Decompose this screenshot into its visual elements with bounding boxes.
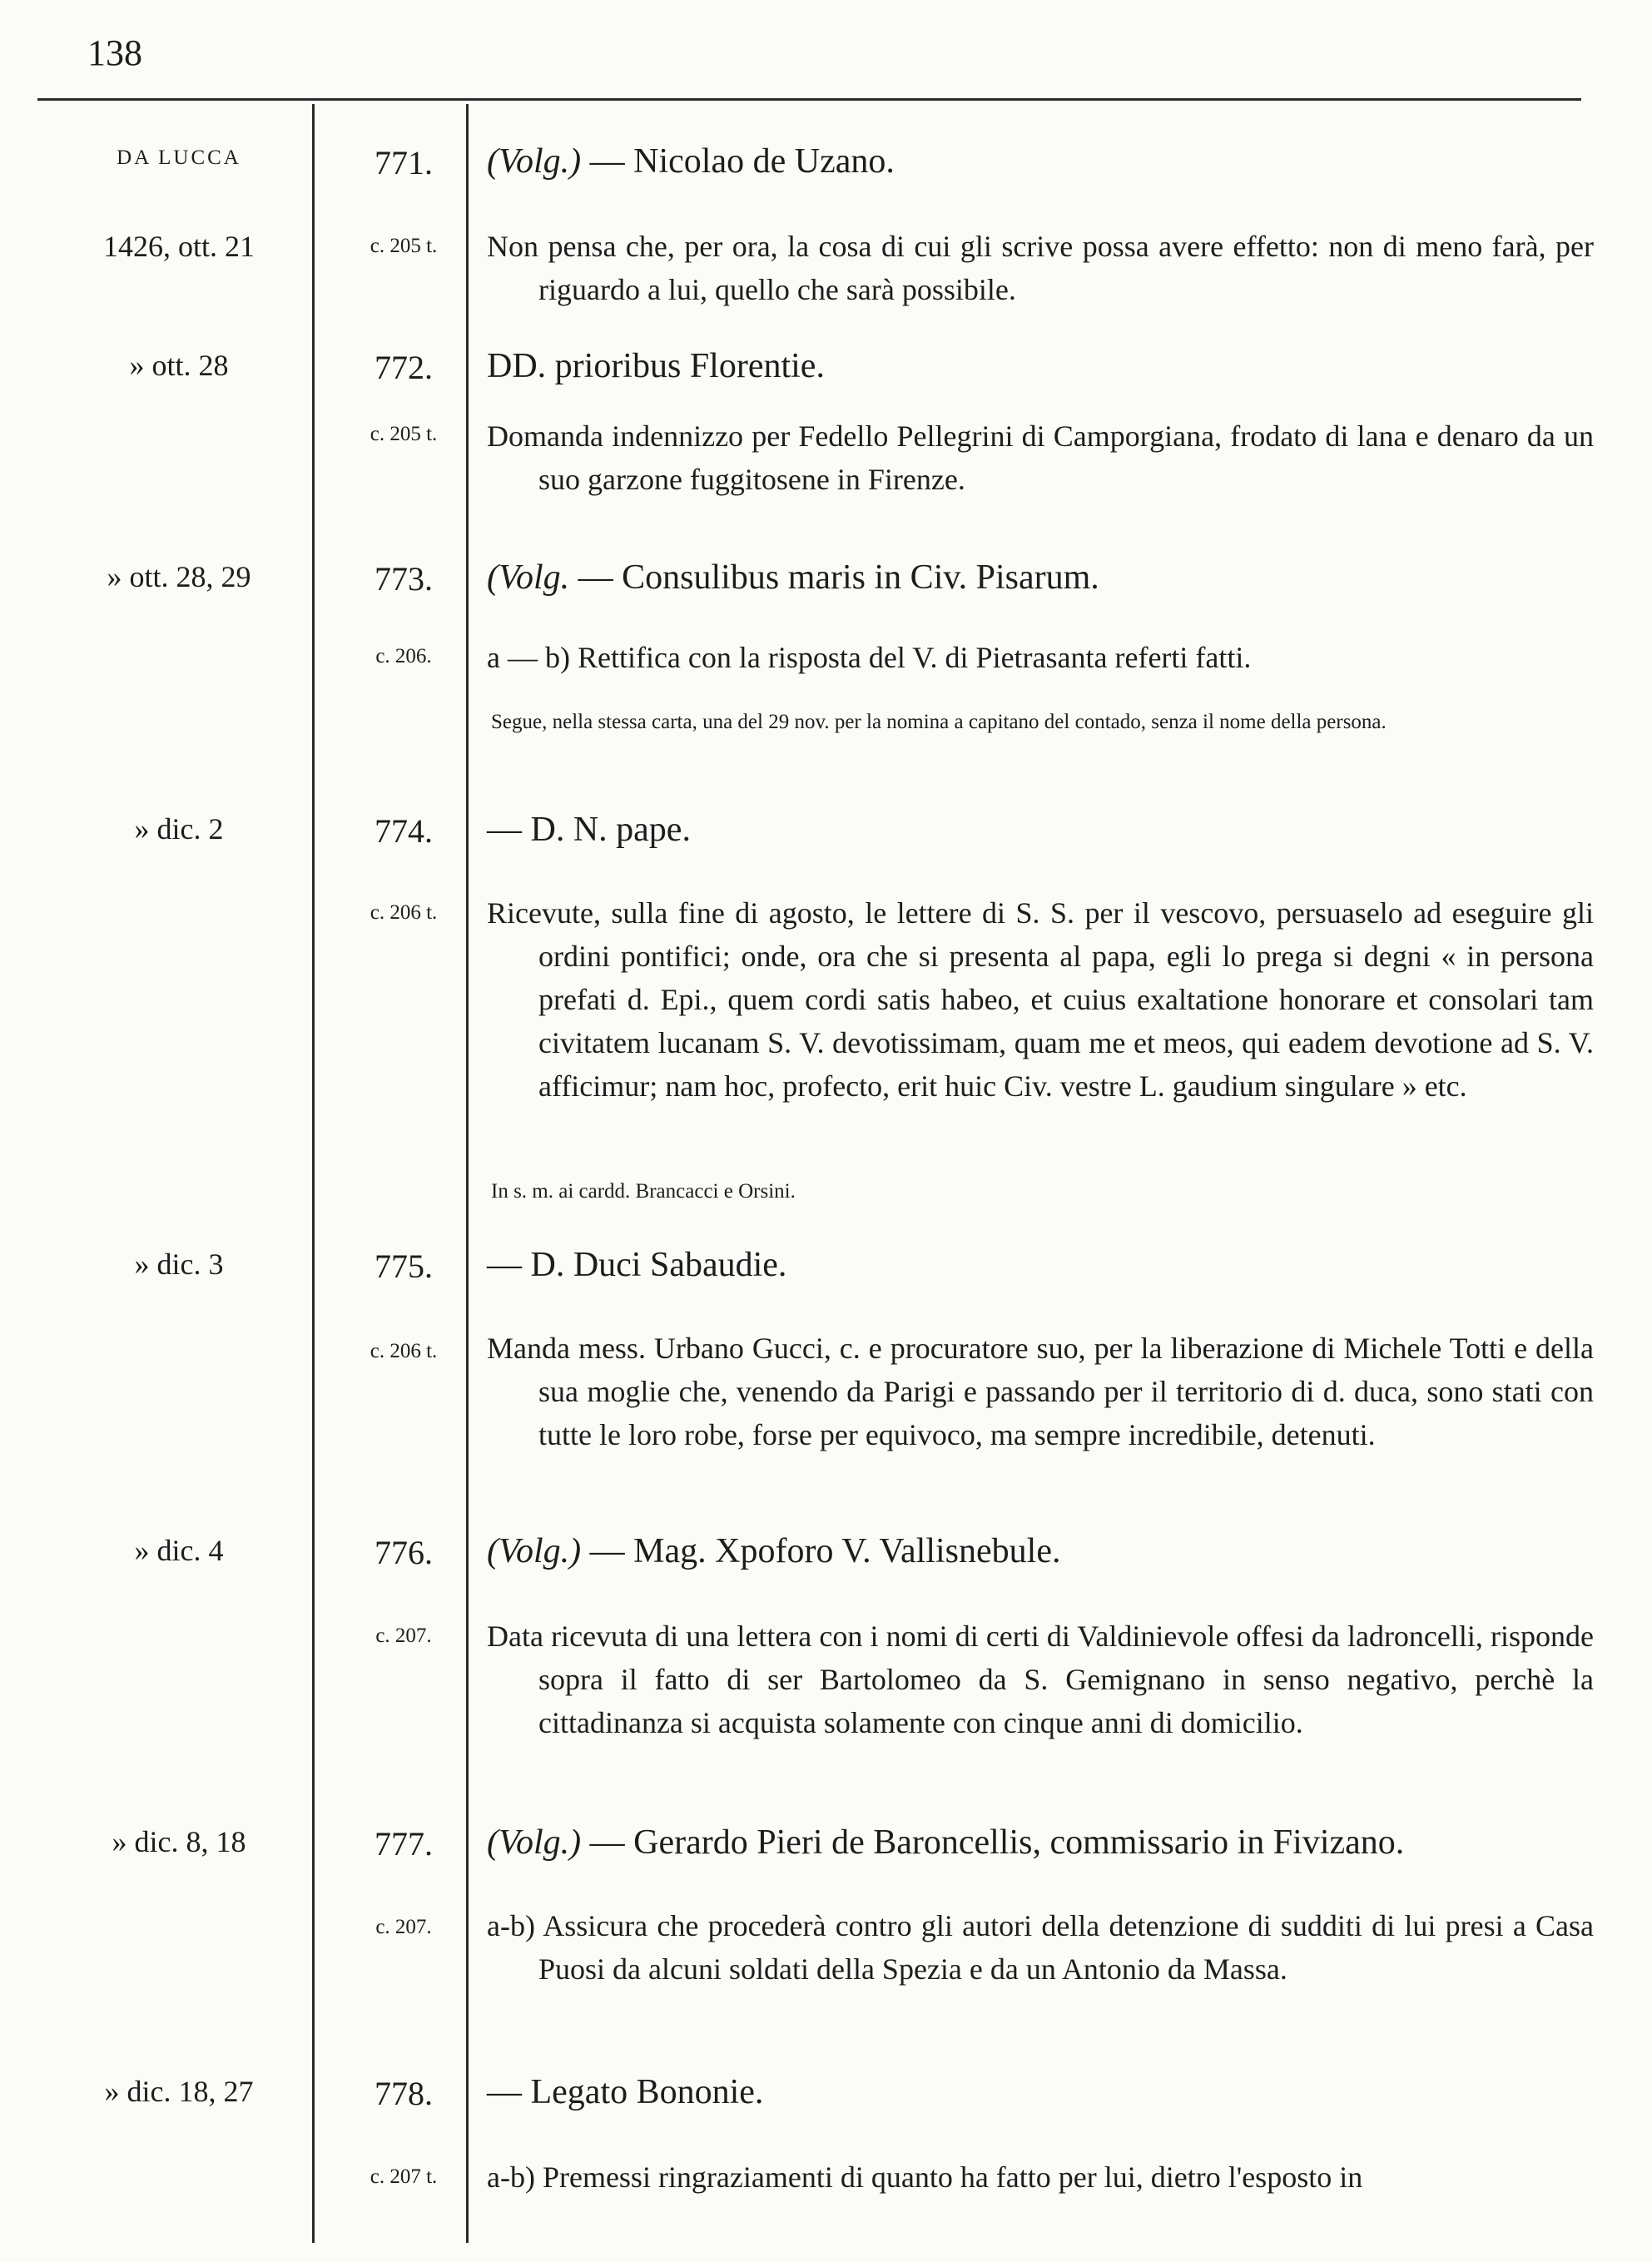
entry-body: Domanda indennizzo per Fedello Pellegrini di Camporgiana, frodato di lana e denaro da un suo garzone fuggitosene in Firenze. [487, 419, 1594, 496]
entry-carta: c. 206 t. [370, 1340, 438, 1362]
entry-date: » dic. 2 [134, 812, 224, 846]
entry-date: » dic. 3 [134, 1248, 224, 1281]
entry-heading: (Volg.) — Mag. Xpoforo V. Vallisnebule. [487, 1532, 1061, 1570]
entry-number: 772. [375, 349, 433, 386]
entry-year-date: 1426, ott. 21 [102, 230, 255, 263]
entry-number: 771. [375, 144, 433, 181]
entry-note: In s. m. ai cardd. Brancacci e Orsini. [491, 1180, 796, 1203]
entry-heading: (Volg.) — Gerardo Pieri de Baroncellis, commissario in Fivizano. [487, 1823, 1405, 1862]
entry-heading: (Volg.) — Nicolao de Uzano. [487, 142, 895, 181]
entry-carta: c. 207 t. [370, 2165, 438, 2188]
entry-number: 775. [375, 1248, 433, 1285]
entry-date: » ott. 28, 29 [107, 560, 251, 593]
entry-carta: c. 205 t. [370, 235, 438, 257]
entry-carta: c. 206 t. [370, 901, 438, 924]
entry-number: 776. [375, 1534, 433, 1571]
entry-number: 774. [375, 812, 433, 850]
entry-date: » dic. 18, 27 [104, 2075, 254, 2108]
entry-body: a-b) Assicura che procederà contro gli autori della detenzione di sudditi di lui presi a Casa Puosi da alcuni soldati della Spezia e da un Antonio da Massa. [487, 1909, 1594, 1986]
entry-date: » dic. 8, 18 [112, 1825, 246, 1858]
entry-carta: c. 206. [375, 645, 432, 667]
entry-body: Manda mess. Urbano Gucci, c. e procuratore suo, per la liberazione di Michele Totti e della sua moglie che, venendo da Parigi e passando per il territorio di d. duca, sono stati con tutte le loro robe, forse per equivoco, ma sempre incredibile, detenuti. [487, 1332, 1594, 1451]
entry-body: a — b) Rettifica con la risposta del V. di Pietrasanta referti fatti. [487, 641, 1252, 674]
entry-number: 777. [375, 1825, 433, 1863]
entry-number: 773. [375, 560, 433, 598]
entry-heading: — Legato Bononie. [487, 2073, 764, 2111]
entry-heading: (Volg. — Consulibus maris in Civ. Pisarum. [487, 558, 1099, 597]
entry-body: Ricevute, sulla fine di agosto, le lettere di S. S. per il vescovo, persuaselo ad eseguire gli ordini pontifici; onde, ora che si presenta al papa, egli lo prega si degni « in persona prefati d. Epi., quem cordi satis habeo, et cuius exaltatione honorare et consolari tam civitatem lucanam S. V. devotissimam, quam me et meos, qui eadem devotione ad S. V. afficimur; nam hoc, profecto, erit huic Civ. vestre L. gaudium singulare » etc. [487, 896, 1594, 1103]
entry-date: » ott. 28 [129, 349, 229, 382]
column-divider [312, 104, 315, 2243]
entry-date: DA LUCCA [117, 146, 241, 169]
entry-heading: — D. Duci Sabaudie. [487, 1246, 787, 1284]
entry-carta: c. 205 t. [370, 423, 438, 445]
entry-number: 778. [375, 2075, 433, 2112]
entry-body: Non pensa che, per ora, la cosa di cui gli scrive possa avere effetto: non di meno farà, per riguardo a lui, quello che sarà possibile. [487, 230, 1594, 306]
entry-carta: c. 207. [375, 1916, 432, 1938]
page-number: 138 [87, 32, 142, 73]
entry-note: Segue, nella stessa carta, una del 29 nov. per la nomina a capitano del contado, senza il nome della persona. [491, 711, 1387, 733]
entry-date: » dic. 4 [134, 1534, 224, 1567]
entry-body: Data ricevuta di una lettera con i nomi di certi di Valdinievole offesi da ladroncelli, risponde sopra il fatto di ser Bartolomeo da S. Gemignano in senso negativo, perchè la cittadinanza si acquista solamente con cinque anni di domicilio. [487, 1620, 1594, 1739]
top-rule [37, 98, 1581, 101]
entry-heading: — D. N. pape. [487, 811, 691, 849]
entry-body: a-b) Premessi ringraziamenti di quanto ha fatto per lui, dietro l'esposto in [487, 2160, 1363, 2194]
entry-carta: c. 207. [375, 1625, 432, 1647]
entry-heading: DD. prioribus Florentie. [487, 347, 825, 385]
